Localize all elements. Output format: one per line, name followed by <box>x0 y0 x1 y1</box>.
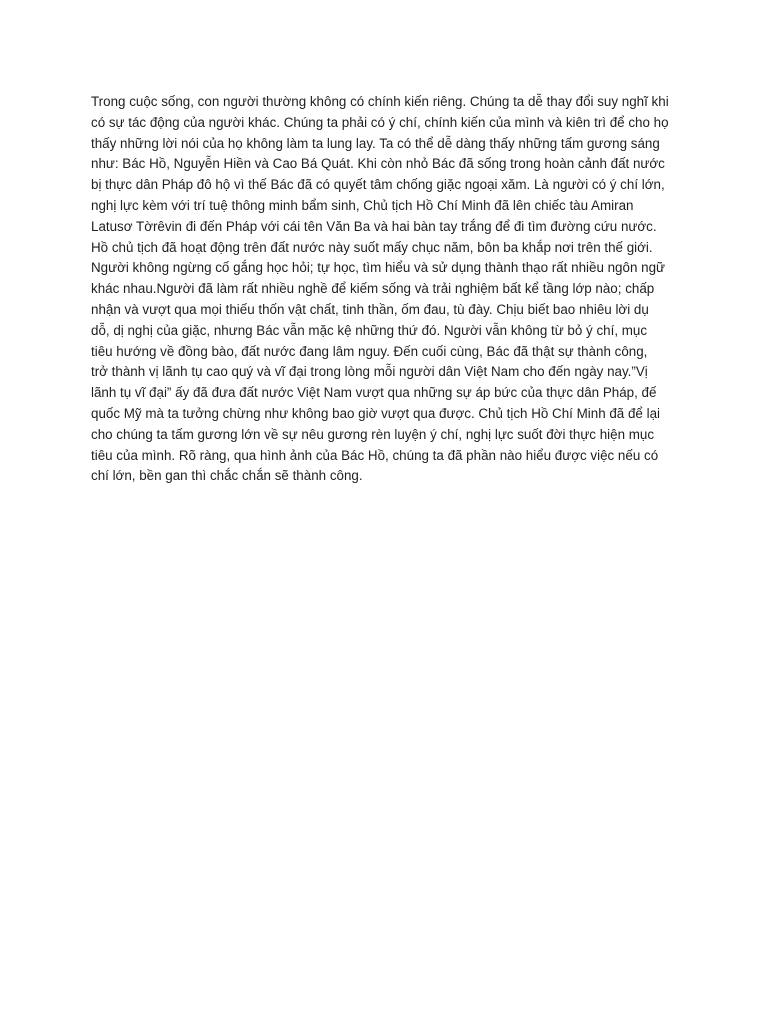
text-line-7: Latusơ Tờrêvin đi đến Pháp với cái tên Văn Ba và hai bàn tay trắng để đi tìm đường cứu nước. <box>91 218 657 234</box>
text-line-6: nghị lực kèm với trí tuệ thông minh bẩm sinh, Chủ tịch Hồ Chí Minh đã lên chiếc tàu Amiran <box>91 197 634 213</box>
text-line-15: lãnh tụ vĩ đại” ấy đã đưa đất nước Việt Nam vượt qua những sự áp bức của thực dân Pháp, đế <box>91 385 657 401</box>
text-line-2: có sự tác động của người khác. Chúng ta phải có ý chí, chính kiến của mình và kiên trì để cho họ <box>91 114 669 130</box>
text-line-9: Người không ngừng cố gắng học hỏi; tự học, tìm hiểu và sử dụng thành thạo rất nhiều ngôn ngữ <box>91 260 665 276</box>
text-line-13: tiêu hướng về đồng bào, đất nước đang lâm nguy. Đến cuối cùng, Bác đã thật sự thành công, <box>91 343 648 359</box>
text-line-17: cho chúng ta tấm gương lớn về sự nêu gương rèn luyện ý chí, nghị lực suốt đời thực hiện mục <box>91 426 655 442</box>
text-line-16: quốc Mỹ mà ta tưởng chừng như không bao giờ vượt qua được. Chủ tịch Hồ Chí Minh đã để lại <box>91 405 660 421</box>
essay-paragraph <box>91 92 691 487</box>
text-line-8: Hồ chủ tịch đã hoạt động trên đất nước này suốt mấy chục năm, bôn ba khắp nơi trên thế giới. <box>91 239 653 255</box>
text-line-19: chí lớn, bền gan thì chắc chắn sẽ thành công. <box>91 468 363 484</box>
text-line-4: như: Bác Hồ, Nguyễn Hiền và Cao Bá Quát. Khi còn nhỏ Bác đã sống trong hoàn cảnh đất nước <box>91 156 665 172</box>
text-line-11: nhận và vượt qua mọi thiếu thốn vật chất, tinh thần, ốm đau, tù đày. Chịu biết bao nhiêu lời dụ <box>91 301 649 317</box>
text-line-5: bị thực dân Pháp đô hộ vì thế Bác đã có quyết tâm chống giặc ngoại xăm. Là người có ý chí lớn, <box>91 177 665 193</box>
text-line-14: trở thành vị lãnh tụ cao quý và vĩ đại trong lòng mỗi người dân Việt Nam cho đến ngày nay.”Vị <box>91 364 648 380</box>
text-line-1: Trong cuộc sống, con người thường không có chính kiến riêng. Chúng ta dễ thay đổi suy nghĩ khi <box>91 94 669 109</box>
text-line-12: dỗ, dị nghị của giặc, nhưng Bác vẫn mặc kệ những thứ đó. Người vẫn không từ bỏ ý chí, mục <box>91 322 648 338</box>
text-line-10: khác nhau.Người đã làm rất nhiều nghề để kiếm sống và trải nghiệm bất kể tầng lớp nào; chấp <box>91 281 655 297</box>
text-line-3: thấy những lời nói của họ không làm ta lung lay. Ta có thể dễ dàng thấy những tấm gương sáng <box>91 135 660 151</box>
text-line-18: tiêu của mình. Rõ ràng, qua hình ảnh của Bác Hồ, chúng ta đã phần nào hiểu được việc nếu có <box>91 447 659 463</box>
